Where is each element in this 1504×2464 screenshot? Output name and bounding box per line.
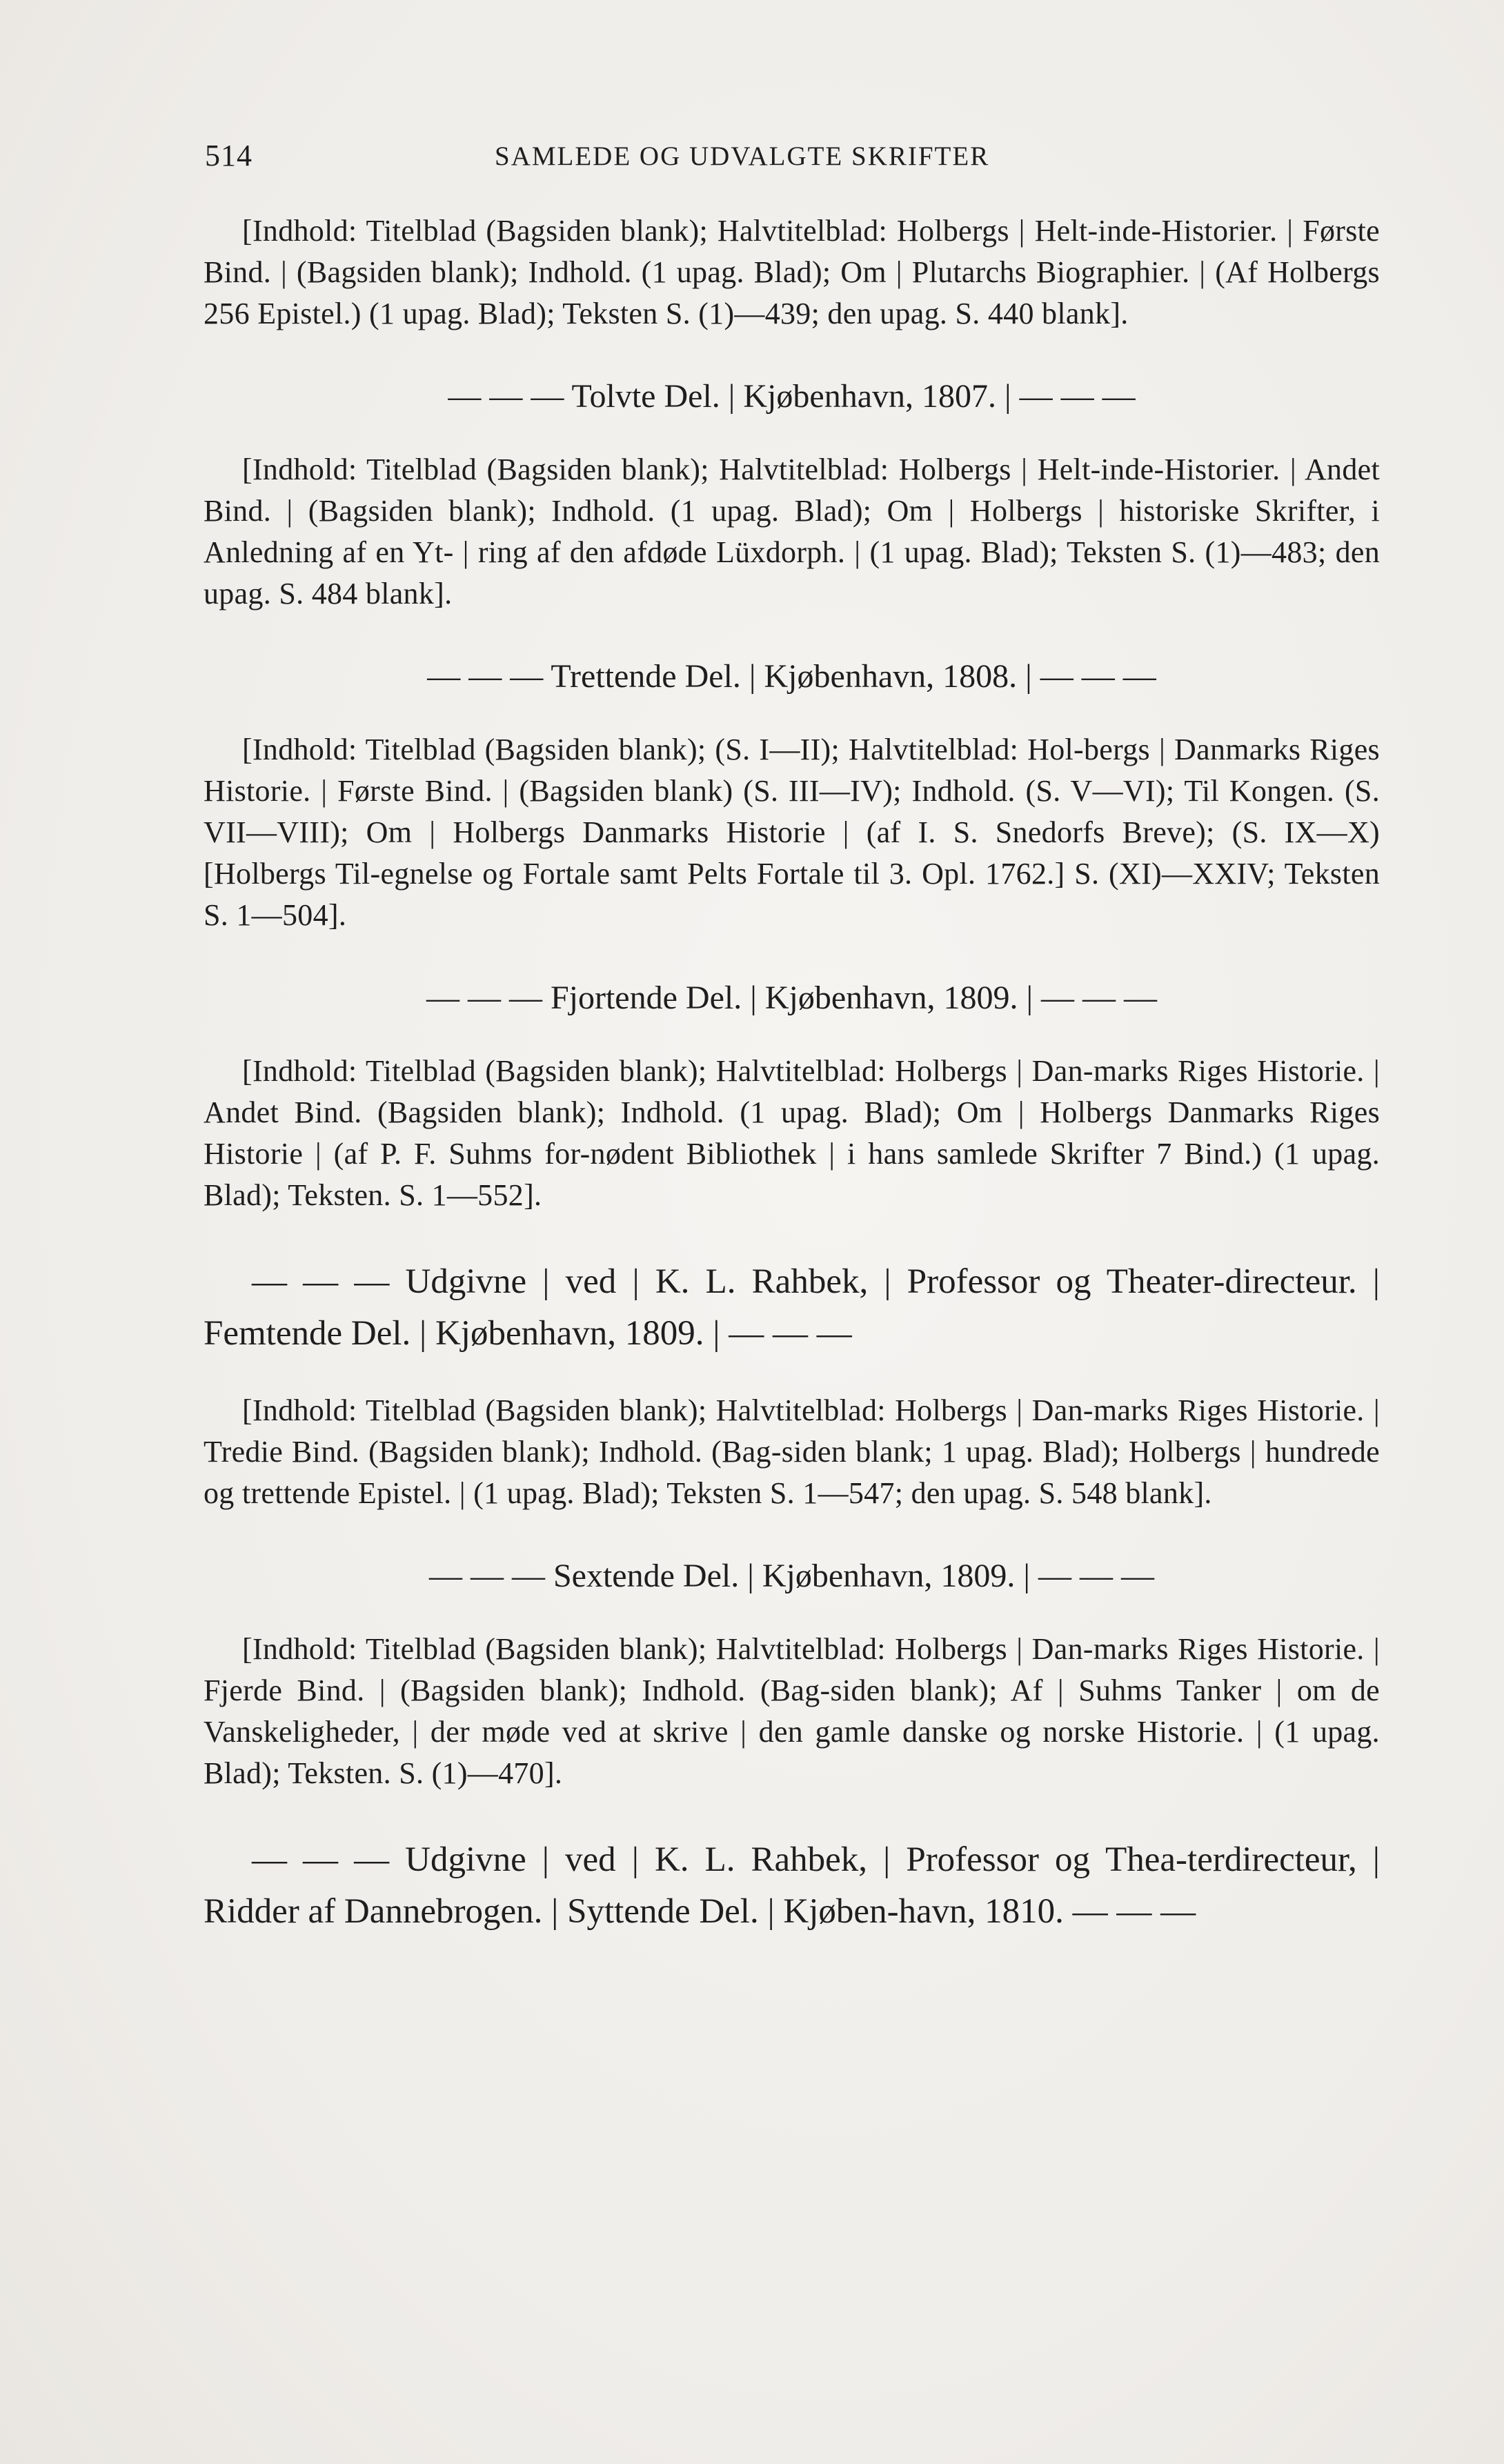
entry-contents-note: [Indhold: Titelblad (Bagsiden blank); Halvtitelblad: Holbergs | Dan-marks Riges Historie. | Tredie Bind. (Bagsiden blank); Indhold. (Bag-siden blank; 1 upag. Blad); Holbergs | hundrede og trettende Epistel. | (1 upag. Blad); Teksten S. 1—547; den upag. S. 548 blank].: [204, 1393, 1380, 1510]
page-header: [205, 138, 1378, 179]
entry-contents-note: [Indhold: Titelblad (Bagsiden blank); (S. I—II); Halvtitelblad: Hol-bergs | Danmarks Riges Historie. | Første Bind. | (Bagsiden blank) (S. III—IV); Indhold. (S. V—VI); Til Kongen. (S. VII—VIII); Om | Holbergs Danmarks Historie | (af I. S. Snedorfs Breve); (S. IX—X) [Holbergs Til-egnelse og Fortale samt Pelts Fortale til 3. Opl. 1762.] S. (XI)—XXIV; Teksten S. 1—504].: [204, 733, 1380, 932]
entry-title-heading: [204, 1256, 1380, 1360]
entry-tolvte-del: [204, 375, 1380, 615]
entry-contents-note: [Indhold: Titelblad (Bagsiden blank); Halvtitelblad: Holbergs | Dan-marks Riges Historie. | Fjerde Bind. | (Bagsiden blank); Indhold. (Bag-siden blank); Af | Suhms Tanker | om de Vanskeligheder, | der møde ved at skrive | den gamle danske og norske Historie. | (1 upag. Blad); Teksten. S. (1)—470].: [204, 1632, 1380, 1790]
entry-syttende-del: [204, 1834, 1380, 1938]
entry-elleve-del: [204, 210, 1380, 335]
entry-title-text: — — — Udgivne | ved | K. L. Rahbek, | Professor og Theater-directeur. | Femtende Del. | Kjøbenhavn, 1809. | — — —: [204, 1262, 1380, 1353]
running-title: SAMLEDE OG UDVALGTE SKRIFTER: [495, 141, 990, 171]
entry-title-heading: — — — Sextende Del. | Kjøbenhavn, 1809. | — — —: [428, 1558, 1155, 1594]
entry-title-heading: — — — Tolvte Del. | Kjøbenhavn, 1807. | — — —: [448, 378, 1136, 415]
page-content: [204, 210, 1380, 1951]
entry-trettende-del: [204, 655, 1380, 936]
entry-fjortende-del: [204, 976, 1380, 1216]
entry-title-heading: — — — Fjortende Del. | Kjøbenhavn, 1809. | — — —: [426, 980, 1158, 1016]
entry-contents-note: [Indhold: Titelblad (Bagsiden blank); Halvtitelblad: Holbergs | Helt-inde-Historier. | Andet Bind. | (Bagsiden blank); Indhold. (1 upag. Blad); Om | Holbergs | historiske Skrifter, i Anledning af en Yt- | ring af den afdøde Lüxdorph. | (1 upag. Blad); Teksten S. (1)—483; den upag. S. 484 blank].: [204, 453, 1380, 610]
entry-femtende-del: [204, 1256, 1380, 1514]
page-number: 514: [205, 139, 253, 172]
entry-title-heading: [204, 1834, 1380, 1938]
entry-contents-note: [Indhold: Titelblad (Bagsiden blank); Halvtitelblad: Holbergs | Dan-marks Riges Historie. | Andet Bind. (Bagsiden blank); Indhold. (1 upag. Blad); Om | Holbergs Danmarks Riges Historie | (af P. F. Suhms for-nødent Bibliothek | i hans samlede Skrifter 7 Bind.) (1 upag. Blad); Teksten. S. 1—552].: [204, 1054, 1380, 1212]
entry-contents-note: [Indhold: Titelblad (Bagsiden blank); Halvtitelblad: Holbergs | Helt-inde-Historier. | Første Bind. | (Bagsiden blank); Indhold. (1 upag. Blad); Om | Plutarchs Biographier. | (Af Holbergs 256 Epistel.) (1 upag. Blad); Teksten S. (1)—439; den upag. S. 440 blank].: [204, 214, 1380, 330]
entry-title-text: — — — Udgivne | ved | K. L. Rahbek, | Professor og Thea-terdirecteur, | Ridder af Dannebrogen. | Syttende Del. | Kjøben-havn, 1810. — — —: [204, 1840, 1380, 1931]
entry-title-heading: — — — Trettende Del. | Kjøbenhavn, 1808. | — — —: [427, 658, 1156, 695]
entry-sextende-del: [204, 1554, 1380, 1794]
